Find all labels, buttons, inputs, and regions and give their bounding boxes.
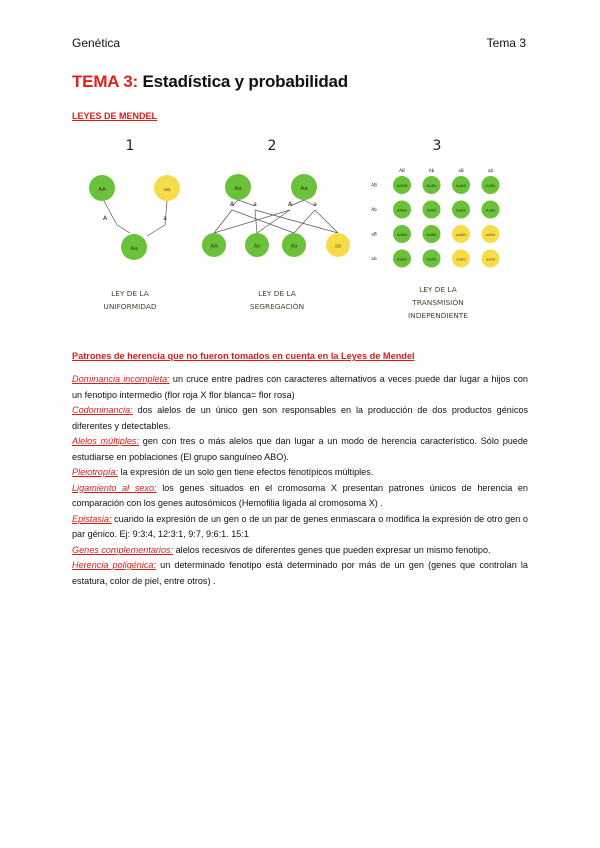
law3-label: LEY DE LA <box>419 285 457 294</box>
pattern-description: los genes situados en el cromosoma X presentan patrones únicos de herencia en comparación con los genes autosómicos (Hemofilia ligada al cromosoma X) . <box>72 482 528 508</box>
title-prefix: TEMA 3: <box>72 72 138 91</box>
punnett-cell-label: AaBb <box>485 182 496 188</box>
punnett-cell-label: AABB <box>396 182 408 188</box>
punnett-cell-label: AaBB <box>396 231 408 237</box>
punnett-cell-label: AaBb <box>397 256 407 262</box>
punnett-col-header: ab <box>487 168 494 173</box>
law-number-2: 2 <box>267 138 277 154</box>
punnett-row-header: aB <box>371 231 377 237</box>
pattern-term: Pleiotropía: <box>72 467 119 477</box>
punnett-row-header: ab <box>371 256 377 261</box>
law2-label: LEY DE LA <box>258 289 296 298</box>
page-header <box>72 36 526 50</box>
section-heading-patrones: Patrones de herencia que no fueron tomados en cuenta en la Leyes de Mendel <box>72 351 415 361</box>
punnett-row-header: AB <box>371 182 377 188</box>
punnett-row-header: Ab <box>371 207 377 212</box>
page-title <box>72 72 348 92</box>
punnett-cell-label: AABb <box>426 182 437 188</box>
law3-label: INDEPENDIENTE <box>408 311 468 320</box>
cross-line <box>255 210 338 233</box>
pattern-item <box>72 558 528 589</box>
law1-label: UNIFORMIDAD <box>103 302 157 311</box>
pattern-term: Alelos múltiples: <box>72 436 139 446</box>
pattern-term: Herencia poligénica: <box>72 560 157 570</box>
pattern-item <box>72 372 528 403</box>
punnett-cell-label: aaBB <box>456 231 466 237</box>
offspring-circle-label: Aa <box>130 245 138 252</box>
parent-circle-label: aa <box>163 186 171 193</box>
offspring-circle-label: Aa <box>253 243 261 250</box>
mendel-laws-figure <box>72 128 532 328</box>
punnett-cell-label: Aabb <box>485 207 496 213</box>
punnett-cell-label: aaBb <box>485 231 496 237</box>
law2-label: SEGREGACIÓN <box>249 302 305 311</box>
cross-line <box>214 210 290 233</box>
pattern-description: un determinado fenotipo está determinado por más de un gen (genes que controlan la estatura, color de piel, entre otros) . <box>72 560 528 586</box>
cross-line <box>147 225 165 236</box>
section-heading-leyes: LEYES DE MENDEL <box>72 111 158 121</box>
pattern-description: la expresión de un solo gen tiene efectos fenotípicos múltiples. <box>118 467 374 477</box>
gamete-label: A <box>229 201 235 208</box>
punnett-col-header: AB <box>399 168 405 173</box>
title-text: Estadística y probabilidad <box>142 72 348 91</box>
parent-circle-label: Aa <box>300 185 308 192</box>
offspring-circle-label: aa <box>335 243 341 250</box>
punnett-cell-label: aabb <box>485 256 496 262</box>
cross-line <box>117 225 130 233</box>
punnett-cell-label: AABb <box>396 207 408 213</box>
pattern-description: un cruce entre padres con caracteres alternativos a veces puede dar lugar a hijos con un fenotipo intermedio (flor roja X flor blanca= flor rosa) <box>72 374 528 400</box>
gamete-label: a <box>253 201 257 208</box>
punnett-col-header: Ab <box>428 168 435 173</box>
pattern-description: cuando la expresión de un gen o de un par de genes enmascara o modifica la expresión de otro gen o par génico. Ej: 9:3:4, 12:3:1, 9:7, 9:6:1. 15:1 <box>72 513 528 539</box>
pattern-item <box>72 403 528 434</box>
gamete-label: a <box>313 201 317 208</box>
parent-circle-label: AA <box>98 186 106 193</box>
cross-line <box>214 210 232 233</box>
pattern-item <box>72 465 528 481</box>
punnett-cell-label: AaBb <box>426 231 437 237</box>
gamete-label: A <box>102 215 108 222</box>
punnett-cell-label: AaBB <box>455 182 467 188</box>
pattern-term: Genes complementarios: <box>72 544 174 555</box>
punnett-cell-label: AaBb <box>456 207 466 213</box>
punnett-cell-label: aaBb <box>456 256 466 262</box>
punnett-cell-label: Aabb <box>426 256 437 262</box>
offspring-circle-label: Aa <box>290 243 298 250</box>
pattern-description: gen con tres o más alelos que dan lugar a un modo de herencia característico. Sólo puede estudiarse en poblaciones (El grupo sanguíneo ABO). <box>72 436 528 462</box>
law1-label: LEY DE LA <box>111 289 149 298</box>
pattern-item <box>72 481 528 512</box>
pattern-term: Dominancia incompleta: <box>72 374 170 384</box>
punnett-col-header: aB <box>458 168 464 173</box>
pattern-item <box>72 543 528 559</box>
law3-label: TRANSMISIÓN <box>412 298 464 307</box>
parent-circle-label: Aa <box>234 185 242 192</box>
pattern-item <box>72 512 528 543</box>
pattern-term: Ligamiento al sexo: <box>72 482 157 493</box>
pattern-description: alelos recesivos de diferentes genes que pueden expresar un mismo fenotipo. <box>173 544 491 555</box>
pattern-term: Codominancia: <box>72 405 133 415</box>
pattern-term: Epistasia: <box>72 513 112 524</box>
law-number-3: 3 <box>432 138 442 154</box>
cross-line <box>287 200 304 208</box>
punnett-cell-label: AAbb <box>426 207 437 213</box>
law-number-1: 1 <box>125 138 135 154</box>
pattern-item <box>72 434 528 465</box>
header-subject: Genética <box>72 36 121 50</box>
patterns-list <box>72 372 528 589</box>
offspring-circle-label: AA <box>210 243 218 250</box>
header-topic: Tema 3 <box>486 36 526 50</box>
pattern-description: dos alelos de un único gen son responsables en la producción de dos productos génicos diferentes y detectables. <box>72 405 528 431</box>
gamete-label: A <box>287 201 293 208</box>
cross-line <box>255 210 257 233</box>
gamete-label: a <box>163 215 167 222</box>
